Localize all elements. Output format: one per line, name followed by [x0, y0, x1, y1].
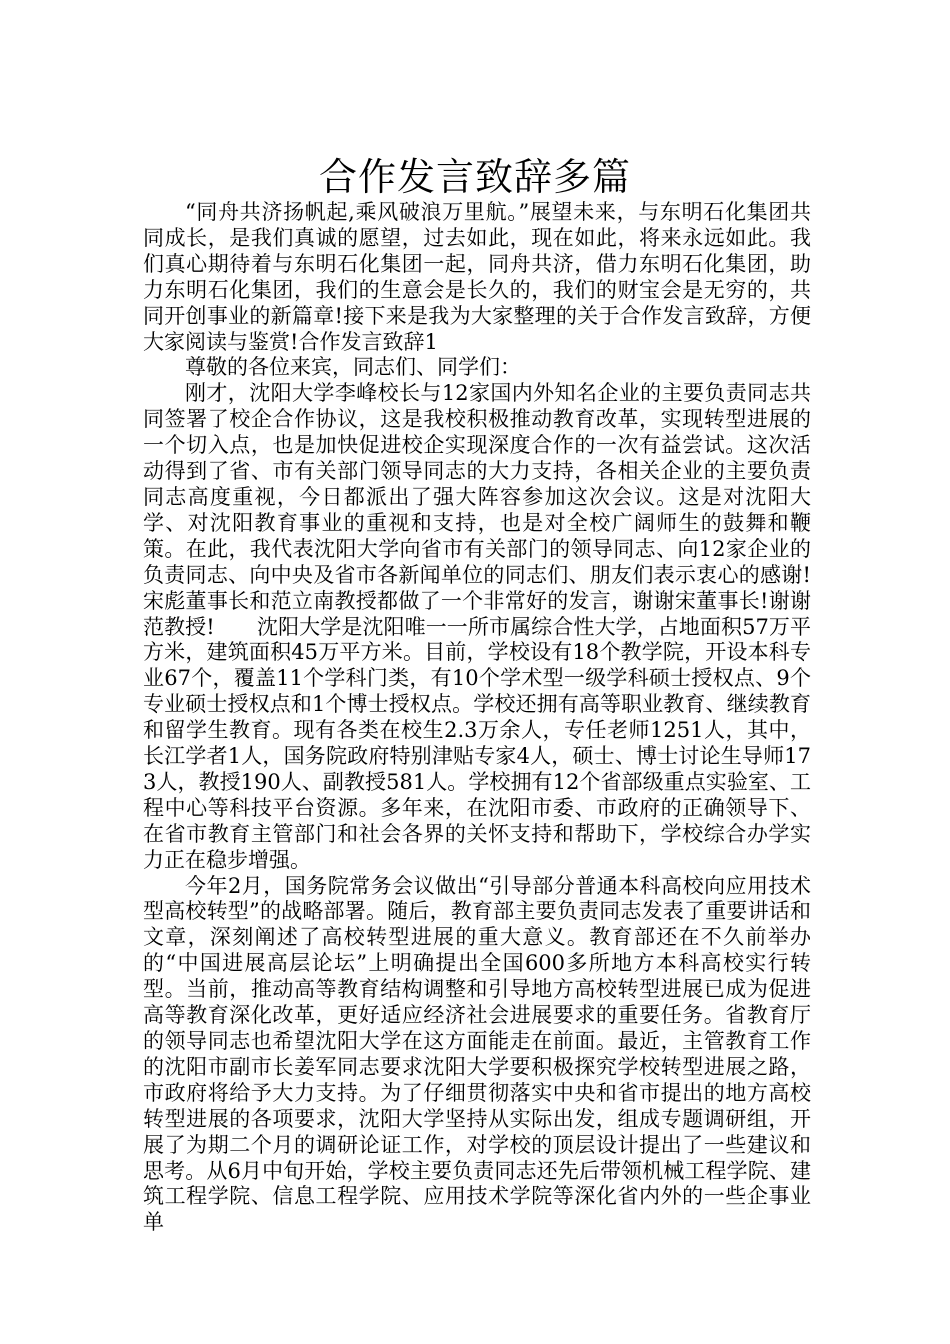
- paragraph-intro: “同舟共济扬帆起,乘风破浪万里航。”展望未来，与东明石化集团共同成长，是我们真诚的愿望，过去如此，现在如此，将来永远如此。我们真心期待着与东明石化集团一起，同舟共济，借力东明石化集团，助力东明石化集团，我们的生意会是长久的，我们的财宝会是无穷的，共同开创事业的新篇章!接下来是我为大家整理的关于合作发言致辞，方便大家阅读与鉴赏!合作发言致辞1: [143, 200, 811, 354]
- document-body: [143, 200, 811, 1236]
- paragraph-signing-and-university-overview: 刚才，沈阳大学李峰校长与12家国内外知名企业的主要负责同志共同签署了校企合作协议，这是我校积极推动教育改革，实现转型进展的一个切入点，也是加快促进校企实现深度合作的一次有益尝试。这次活动得到了省、市有关部门领导同志的大力支持，各相关企业的主要负责同志高度重视，今日都派出了强大阵容参加这次会议。这是对沈阳大学、对沈阳教育事业的重视和支持，也是对全校广阔师生的鼓舞和鞭策。在此，我代表沈阳大学向省市有关部门的领导同志、向12家企业的负责同志、向中央及省市各新闻单位的同志们、朋友们表示衷心的感谢!宋彪董事长和范立南教授都做了一个非常好的发言，谢谢宋董事长!谢谢范教授! 沈阳大学是沈阳唯一一所市属综合性大学，占地面积57万平方米，建筑面积45万平方米。目前，学校设有18个教学院，开设本科专业67个，覆盖11个学科门类，有10个学术型一级学科硕士授权点、9个专业硕士授权点和1个博士授权点。学校还拥有高等职业教育、继续教育和留学生教育。现有各类在校生2.3万余人，专任老师1251人，其中，长江学者1人，国务院政府特别津贴专家4人，硕士、博士讨论生导师173人，教授190人、副教授581人。学校拥有12个省部级重点实验室、工程中心等科技平台资源。多年来，在沈阳市委、市政府的正确领导下、在省市教育主管部门和社会各界的关怀支持和帮助下，学校综合办学实力正在稳步增强。: [143, 381, 811, 872]
- paragraph-transformation: 今年2月，国务院常务会议做出“引导部分普通本科高校向应用技术型高校转型”的战略部署。随后，教育部主要负责同志发表了重要讲话和文章，深刻阐述了高校转型进展的重大意义。教育部还在不久前举办的“中国进展高层论坛”上明确提出全国600多所地方本科高校实行转型。当前，推动高等教育结构调整和引导地方高校转型进展已成为促进高等教育深化改革，更好适应经济社会进展要求的重要任务。省教育厅的领导同志也希望沈阳大学在这方面能走在前面。最近，主管教育工作的沈阳市副市长姜军同志要求沈阳大学要积极探究学校转型进展之路，市政府将给予大力支持。为了仔细贯彻落实中央和省市提出的地方高校转型进展的各项要求，沈阳大学坚持从实际出发，组成专题调研组，开展了为期二个月的调研论证工作，对学校的顶层设计提出了一些建议和思考。从6月中旬开始，学校主要负责同志还先后带领机械工程学院、建筑工程学院、信息工程学院、应用技术学院等深化省内外的一些企事业单: [143, 873, 811, 1235]
- document-title: 合作发言致辞多篇: [318, 155, 631, 200]
- paragraph-salutation: 尊敬的各位来宾，同志们、同学们：: [185, 355, 521, 380]
